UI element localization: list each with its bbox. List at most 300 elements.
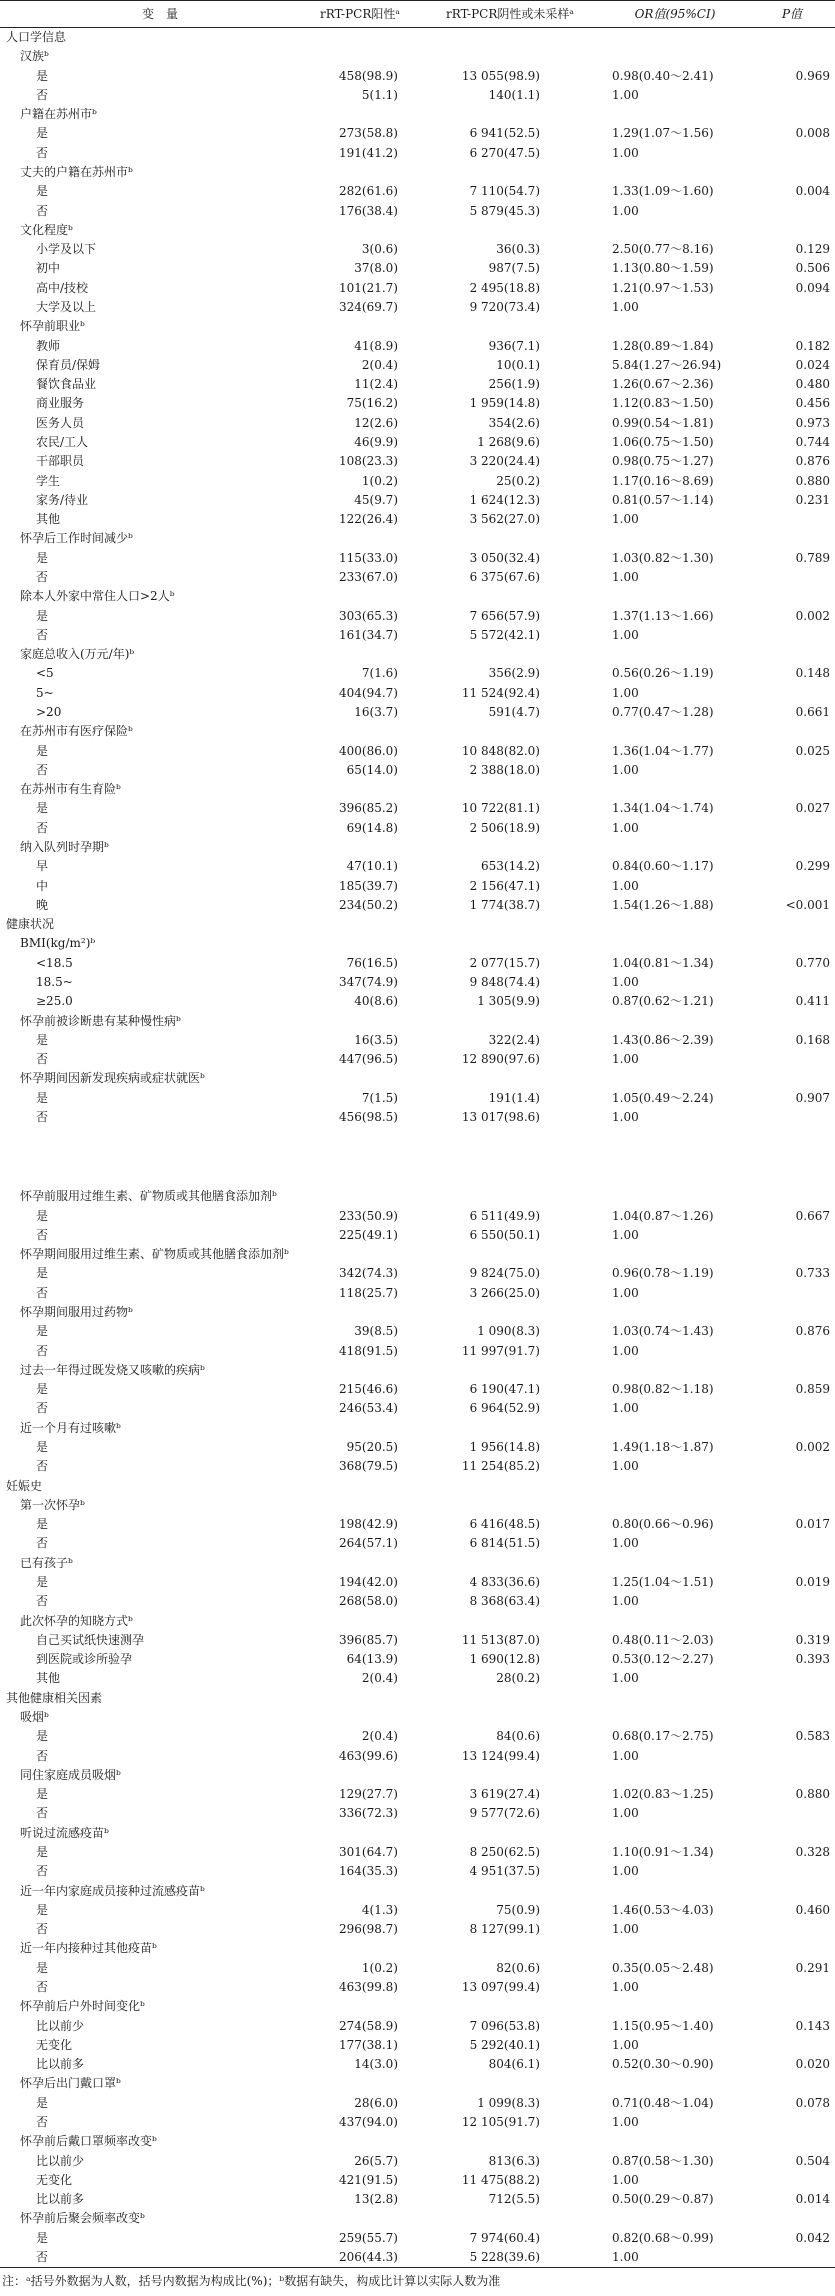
cell-positive: 13(2.8): [354, 2192, 398, 2207]
row-label: 大学及以上: [36, 300, 97, 314]
cell-p: 0.019: [795, 1575, 830, 1589]
cell-p: [752, 1669, 830, 1687]
table-row: [0, 317, 835, 335]
row-label: 是: [36, 184, 49, 199]
cell-or: 1.33(1.09～1.60): [612, 184, 714, 199]
cell-p: [752, 2113, 830, 2131]
cell-positive: 101(21.7): [339, 280, 398, 295]
cell-positive: 2(0.4): [361, 1671, 398, 1686]
cell-positive: 418(91.5): [339, 1343, 398, 1358]
cell-positive: 301(64.7): [339, 1845, 398, 1859]
cell-negative: 4 833(36.6): [469, 1575, 540, 1589]
table-row: [0, 626, 835, 644]
cell-negative: 8 250(62.5): [469, 1845, 540, 1859]
cell-p: 0.291: [795, 1960, 830, 1975]
row-label: 是: [36, 1902, 49, 1917]
row-label: 汉族ᵇ: [20, 49, 49, 64]
row-label: 第一次怀孕ᵇ: [20, 1497, 85, 1512]
row-label: 比以前少: [36, 2018, 85, 2033]
table-row: [0, 163, 835, 181]
cell-or: 1.00: [612, 820, 639, 835]
cell-or: 0.53(0.12～2.27): [612, 1652, 714, 1667]
cell-or: 5.84(1.27～26.94): [612, 357, 722, 372]
cell-p: 0.456: [795, 396, 830, 411]
table-row: [0, 1361, 835, 1379]
table-row: [0, 838, 835, 856]
row-label: 是: [36, 550, 49, 565]
cell-p: 0.733: [795, 1266, 830, 1281]
cell-or: 1.43(0.86～2.39): [612, 1032, 714, 1047]
cell-positive: 41(8.9): [354, 338, 398, 353]
cell-p: 0.025: [795, 743, 830, 758]
table-row: [0, 1245, 835, 1263]
cell-or: 1.02(0.83～1.25): [612, 1787, 714, 1802]
cell-p: 0.744: [795, 435, 830, 449]
row-label: <18.5: [36, 955, 73, 970]
cell-p: 0.583: [795, 1729, 830, 1744]
row-label: 是: [36, 1090, 49, 1105]
cell-p: 0.859: [795, 1382, 830, 1397]
cell-p: [752, 1342, 830, 1360]
cell-negative: 3 266(25.0): [469, 1285, 540, 1300]
table-row: [0, 934, 835, 952]
cell-positive: 296(98.7): [339, 1922, 398, 1937]
cell-or: 1.00: [612, 570, 639, 584]
row-label: 否: [36, 1052, 49, 1067]
table-row: [0, 973, 835, 991]
cell-p: [752, 1747, 830, 1765]
table-row: [0, 259, 835, 277]
row-label: 此次怀孕的知晓方式ᵇ: [20, 1613, 133, 1628]
cell-or: 1.00: [612, 1285, 639, 1300]
cell-positive: 233(50.9): [339, 1208, 398, 1223]
table-row: [0, 645, 835, 663]
table-row: [0, 1592, 835, 1610]
row-label: 否: [36, 627, 49, 642]
cell-negative: 2 156(47.1): [469, 878, 540, 893]
cell-p: [752, 1804, 830, 1822]
cell-positive: 118(25.7): [339, 1285, 398, 1300]
row-label: 到医院或诊所验孕: [36, 1652, 133, 1667]
cell-p: [752, 298, 830, 316]
cell-p: <0.001: [785, 897, 830, 912]
cell-or: 1.00: [612, 512, 639, 527]
table-row: [0, 105, 835, 123]
cell-negative: 10 722(81.1): [461, 801, 540, 816]
table-row: [0, 86, 835, 104]
cell-p: 0.907: [795, 1090, 830, 1105]
row-label: 是: [36, 743, 49, 758]
cell-p: 0.168: [795, 1032, 830, 1047]
cell-positive: 76(16.5): [346, 955, 398, 970]
header-variable: 变 量: [141, 7, 178, 21]
row-label: 是: [36, 1324, 49, 1339]
table-row: [0, 1939, 835, 1957]
cell-negative: 1 690(12.8): [469, 1652, 540, 1667]
row-label: 怀孕前服用过维生素、矿物质或其他膳食添加剂ᵇ: [20, 1189, 277, 1204]
cell-negative: 191(1.4): [488, 1090, 540, 1105]
table-row: [0, 1226, 835, 1244]
header-negative: rRT-PCR阴性或未采样ᵃ: [446, 7, 574, 21]
cell-negative: 5 292(40.1): [469, 2037, 540, 2052]
table-row: [0, 722, 835, 740]
cell-negative: 11 254(85.2): [461, 1459, 540, 1474]
table-row: [0, 202, 835, 220]
cell-or: 1.00: [612, 1864, 639, 1879]
cell-positive: 463(99.6): [339, 1748, 398, 1763]
cell-or: 0.80(0.66～0.96): [612, 1517, 714, 1532]
table-row: [0, 2152, 835, 2170]
cell-or: 1.00: [612, 1343, 639, 1358]
table-row: [0, 607, 835, 625]
cell-p: [752, 973, 830, 991]
table-row: [0, 1496, 835, 1514]
cell-p: 0.299: [795, 859, 830, 874]
cell-positive: 26(5.7): [354, 2153, 398, 2168]
cell-positive: 282(61.6): [339, 184, 398, 199]
row-label: 中: [36, 878, 49, 893]
cell-positive: 177(38.1): [339, 2037, 398, 2052]
cell-positive: 7(1.6): [361, 666, 398, 681]
table-row: [0, 2229, 835, 2247]
row-label: 丈夫的户籍在苏州市ᵇ: [20, 165, 133, 179]
cell-p: [752, 568, 830, 586]
cell-negative: 3 050(32.4): [469, 550, 540, 565]
row-label: 商业服务: [36, 396, 85, 411]
cell-positive: 16(3.5): [354, 1032, 398, 1047]
cell-or: 1.00: [612, 762, 639, 777]
cell-positive: 259(55.7): [339, 2230, 398, 2245]
table-row: [0, 549, 835, 567]
cell-p: 0.143: [795, 2018, 830, 2033]
cell-positive: 400(86.0): [339, 743, 398, 758]
cell-negative: 1 959(14.8): [469, 396, 540, 411]
cell-or: 1.06(0.75～1.50): [612, 435, 714, 449]
table-row: [0, 664, 835, 682]
cell-positive: 64(13.9): [346, 1652, 398, 1667]
cell-p: [752, 2036, 830, 2054]
row-label: 是: [36, 1208, 49, 1223]
cell-negative: 6 375(67.6): [469, 570, 540, 584]
cell-or: 1.04(0.81～1.34): [612, 955, 714, 970]
table-row: [0, 1457, 835, 1475]
cell-p: 0.017: [795, 1517, 830, 1532]
cell-positive: 129(27.7): [339, 1787, 398, 1802]
cell-p: 0.973: [795, 415, 830, 430]
cell-or: 1.00: [612, 1459, 639, 1474]
cell-or: 1.00: [612, 685, 639, 700]
cell-or: 1.04(0.87～1.26): [612, 1208, 714, 1223]
cell-p: 0.008: [795, 126, 830, 141]
row-label: 否: [36, 1401, 49, 1416]
table-row: [0, 1920, 835, 1938]
cell-negative: 11 997(91.7): [461, 1343, 540, 1358]
row-label: 是: [36, 1960, 49, 1975]
cell-or: 1.54(1.26～1.88): [612, 897, 714, 912]
table-row: [0, 2055, 835, 2073]
cell-or: 0.99(0.54～1.81): [612, 415, 714, 430]
cell-positive: 115(33.0): [339, 550, 398, 565]
cell-positive: 342(74.3): [339, 1266, 398, 1281]
cell-positive: 95(20.5): [346, 1440, 398, 1454]
cell-positive: 47(10.1): [346, 859, 398, 874]
cell-positive: 198(42.9): [339, 1517, 398, 1532]
row-label: 是: [36, 1575, 49, 1589]
cell-positive: 396(85.2): [339, 801, 398, 816]
row-label: 怀孕前后聚会频率改变ᵇ: [20, 2211, 145, 2226]
table-row: [0, 182, 835, 200]
cell-p: 0.460: [795, 1902, 830, 1917]
cell-or: 0.77(0.47～1.28): [612, 705, 714, 719]
cell-positive: 46(9.9): [354, 435, 398, 449]
cell-positive: 39(8.5): [354, 1324, 398, 1339]
table-row: [0, 1554, 835, 1572]
cell-positive: 233(67.0): [339, 570, 398, 584]
cell-positive: 396(85.7): [339, 1632, 398, 1647]
table-row: [0, 1882, 835, 1900]
table-row: [0, 954, 835, 972]
table-row: [0, 1862, 835, 1880]
table-row: [0, 761, 835, 779]
row-label: 其他健康相关因素: [6, 1690, 103, 1705]
row-label: 比以前多: [36, 2192, 85, 2207]
cell-p: 0.506: [795, 261, 830, 276]
table-row: [0, 915, 835, 933]
table-row: [0, 1804, 835, 1822]
cell-negative: 25(0.2): [496, 473, 540, 488]
row-label: 否: [36, 1227, 49, 1242]
cell-p: 0.094: [795, 280, 830, 295]
table-row: [0, 819, 835, 837]
table-row: [0, 221, 835, 239]
cell-or: 1.00: [612, 1110, 639, 1124]
table-row: [0, 47, 835, 65]
row-label: 除本人外家中常住人口>2人ᵇ: [20, 589, 175, 604]
table-row: [0, 394, 835, 412]
cell-positive: 40(8.6): [354, 994, 398, 1009]
cell-p: [752, 1050, 830, 1068]
cell-p: 0.393: [795, 1652, 830, 1667]
table-row: [0, 1669, 835, 1687]
table-row: [0, 356, 835, 374]
table-row: [0, 684, 835, 702]
cell-negative: 8 127(99.1): [469, 1922, 540, 1937]
row-label: 否: [36, 1922, 49, 1937]
cell-or: 1.00: [612, 1806, 639, 1821]
row-label: 家庭总收入(万元/年)ᵇ: [20, 647, 135, 662]
row-label: 比以前多: [36, 2057, 85, 2072]
cell-p: [752, 1284, 830, 1302]
cell-negative: 9 720(73.4): [469, 300, 540, 314]
cell-negative: 6 941(52.5): [469, 126, 540, 141]
cell-positive: 69(14.8): [346, 820, 398, 835]
table-row: [0, 1785, 835, 1803]
cell-p: [752, 2248, 830, 2266]
table-row: [0, 1689, 835, 1707]
row-label: 无变化: [36, 2172, 73, 2187]
row-label: 否: [36, 1343, 49, 1358]
row-label: 文化程度ᵇ: [20, 222, 73, 237]
cell-negative: 712(5.5): [488, 2192, 540, 2207]
cell-p: [752, 1226, 830, 1244]
row-label: 妊娠史: [6, 1478, 43, 1493]
table-row: [0, 1843, 835, 1861]
cell-negative: 5 228(39.6): [469, 2250, 540, 2264]
cell-or: 1.10(0.91～1.34): [612, 1845, 714, 1859]
cell-positive: 65(14.0): [346, 762, 398, 777]
cell-negative: 84(0.6): [496, 1729, 540, 1744]
cell-positive: 11(2.4): [354, 377, 398, 392]
cell-or: 0.87(0.62～1.21): [612, 994, 714, 1009]
table-row: [0, 877, 835, 895]
cell-positive: 7(1.5): [361, 1090, 398, 1105]
row-label: 否: [36, 2115, 49, 2129]
cell-positive: 4(1.3): [361, 1902, 398, 1917]
cell-negative: 7 656(57.9): [469, 608, 540, 623]
cell-p: [752, 202, 830, 220]
cell-or: 1.29(1.07～1.56): [612, 126, 714, 141]
row-label: 教师: [36, 338, 61, 353]
table-row: [0, 67, 835, 85]
cell-p: [752, 1399, 830, 1417]
cell-positive: 463(99.8): [339, 1980, 398, 1994]
row-label: <5: [36, 666, 54, 681]
table-row: [0, 1534, 835, 1552]
cell-or: 0.96(0.78～1.19): [612, 1266, 714, 1281]
cell-positive: 108(23.3): [339, 454, 398, 469]
row-label: 否: [36, 1459, 49, 1474]
cell-p: 0.002: [795, 608, 830, 623]
row-label: 高中/技校: [36, 280, 89, 295]
cell-or: 1.12(0.83～1.50): [612, 396, 714, 411]
cell-negative: 9 824(75.0): [469, 1266, 540, 1281]
table-row: [0, 1515, 835, 1533]
table-row: [0, 1050, 835, 1068]
cell-or: 1.00: [612, 2172, 639, 2187]
cell-positive: 421(91.5): [339, 2172, 398, 2187]
cell-negative: 3 562(27.0): [469, 512, 540, 527]
cell-or: 1.28(0.89～1.84): [612, 338, 714, 353]
cell-or: 1.00: [612, 2250, 639, 2264]
cell-p: 0.020: [795, 2057, 830, 2072]
table-row: [0, 1089, 835, 1107]
cell-negative: 12 105(91.7): [461, 2115, 540, 2129]
table-row: [0, 414, 835, 432]
cell-negative: 1 774(38.7): [469, 897, 540, 912]
cell-negative: 356(2.9): [488, 666, 540, 681]
table-row: [0, 1419, 835, 1437]
row-label: 否: [36, 1110, 49, 1124]
table-row: [0, 1612, 835, 1630]
cell-negative: 4 951(37.5): [469, 1864, 540, 1879]
cell-positive: 268(58.0): [339, 1594, 398, 1609]
row-label: BMI(kg/m²)ᵇ: [20, 936, 96, 951]
cell-positive: 16(3.7): [354, 705, 398, 719]
table-row: [0, 2132, 835, 2150]
row-label: 怀孕期间服用过药物ᵇ: [20, 1305, 133, 1319]
table-row: [0, 2036, 835, 2054]
cell-p: [752, 1862, 830, 1880]
row-label: 是: [36, 608, 49, 623]
cell-negative: 3 619(27.4): [469, 1787, 540, 1802]
cell-or: 1.00: [612, 1594, 639, 1609]
table-row: [0, 1708, 835, 1726]
cell-positive: 447(96.5): [339, 1052, 398, 1067]
table-row: [0, 124, 835, 142]
row-label: 纳入队列时孕期ᵇ: [20, 840, 109, 854]
row-label: 是: [36, 1032, 49, 1047]
cell-p: [752, 1108, 830, 1126]
table-row: [0, 491, 835, 509]
row-label: 晚: [36, 897, 49, 912]
cell-p: 0.042: [795, 2230, 830, 2245]
header-or: OR值(95%CI): [634, 7, 716, 21]
table-row: [0, 1303, 835, 1321]
cell-or: 1.00: [612, 203, 639, 218]
table-row: [0, 1901, 835, 1919]
table-row: [0, 1069, 835, 1087]
cell-negative: 591(4.7): [488, 705, 540, 719]
row-label: 否: [36, 203, 49, 218]
row-label: 初中: [36, 261, 61, 276]
row-label: 否: [36, 1536, 49, 1551]
cell-negative: 9 577(72.6): [469, 1806, 540, 1821]
row-label: 户籍在苏州市ᵇ: [20, 107, 97, 122]
row-label: 吸烟ᵇ: [20, 1710, 49, 1724]
cell-positive: 437(94.0): [339, 2115, 398, 2129]
cell-negative: 8 368(63.4): [469, 1594, 540, 1609]
table-row: [0, 1573, 835, 1591]
cell-negative: 13 124(99.4): [461, 1748, 540, 1763]
cell-p: 0.231: [795, 492, 830, 507]
table-row: [0, 337, 835, 355]
cell-negative: 7 110(54.7): [469, 184, 540, 199]
cell-negative: 1 099(8.3): [477, 2095, 540, 2110]
row-label: >20: [36, 705, 62, 719]
cell-negative: 9 848(74.4): [469, 975, 540, 989]
cell-p: [752, 819, 830, 837]
cell-p: [752, 877, 830, 895]
cell-p: [752, 86, 830, 104]
row-label: 否: [36, 1864, 49, 1879]
row-label: 18.5~: [36, 975, 73, 989]
row-label: 否: [36, 1806, 49, 1821]
cell-or: 0.68(0.17～2.75): [612, 1729, 714, 1744]
table-row: [0, 1727, 835, 1745]
cell-or: 1.03(0.74～1.43): [612, 1324, 714, 1339]
cell-positive: 176(38.4): [339, 203, 398, 218]
cell-positive: 164(35.3): [339, 1864, 398, 1879]
cell-p: 0.480: [795, 377, 830, 392]
cell-p: 0.880: [795, 473, 830, 488]
cell-or: 0.98(0.75～1.27): [612, 454, 714, 469]
cell-negative: 10 848(82.0): [461, 743, 540, 758]
cell-p: 0.078: [795, 2095, 830, 2110]
table-row: [0, 1438, 835, 1456]
cell-positive: 458(98.9): [339, 68, 398, 83]
table-row: [0, 529, 835, 547]
cell-positive: 75(16.2): [346, 396, 398, 411]
cell-positive: 264(57.1): [339, 1536, 398, 1551]
row-label: 否: [36, 762, 49, 777]
table-row: [0, 742, 835, 760]
cell-or: 1.00: [612, 1922, 639, 1937]
table-row: [0, 2074, 835, 2092]
cell-or: 1.00: [612, 1227, 639, 1242]
cell-negative: 140(1.1): [488, 87, 540, 102]
table-row: [0, 857, 835, 875]
row-label: 是: [36, 1382, 49, 1397]
